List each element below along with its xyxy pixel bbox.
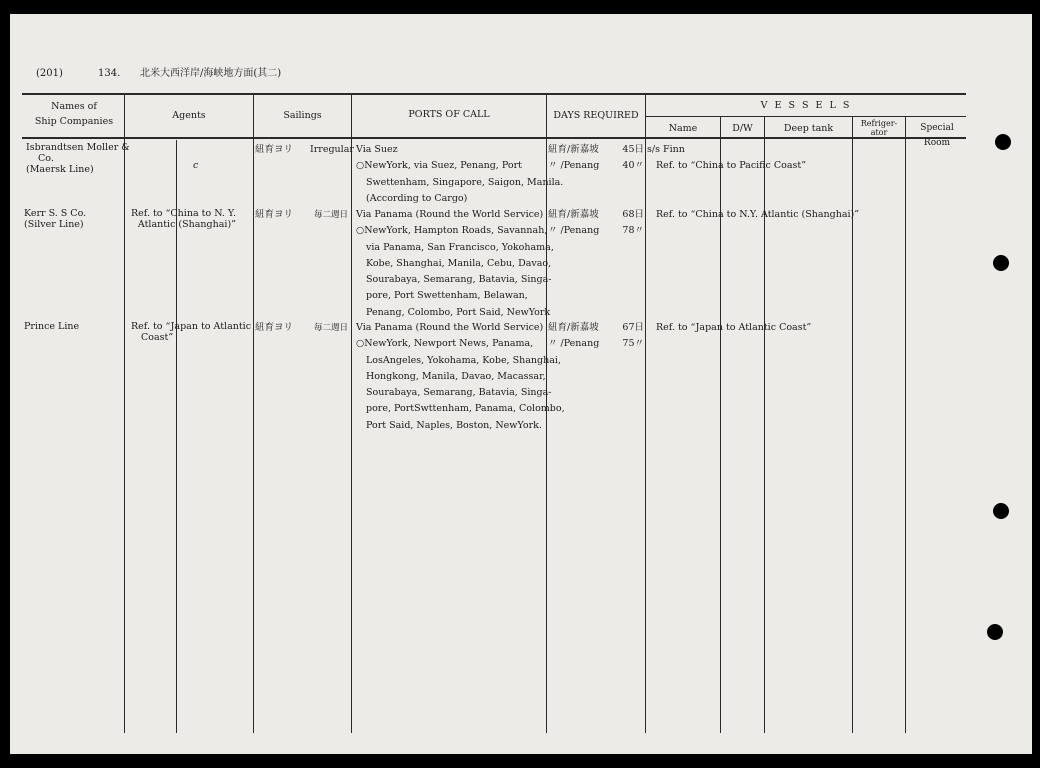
header-refrigerator: Refriger- ator — [860, 119, 898, 137]
agent-reference: Ref. to “Japan to Atlantic Coast” — [131, 321, 252, 343]
header-company: Names of Ship Companies — [34, 101, 114, 127]
binder-hole-2 — [993, 255, 1009, 271]
sailing-frequency: 毎二週日 — [314, 210, 349, 220]
sailing-frequency: Irregular — [310, 144, 354, 155]
vessel-name: s/s Finn — [647, 144, 685, 155]
company-name: Prince Line — [24, 321, 80, 332]
header-vessels: V E S S E L S — [760, 100, 852, 111]
vessel-reference: Ref. to “Japan to Atlantic Coast” — [656, 322, 812, 333]
sailing-origin: 紐育ヨリ — [255, 322, 294, 333]
header-sailings: Sailings — [283, 110, 322, 121]
agent-mark: c — [193, 160, 199, 171]
vessel-reference: Ref. to “China to Pacific Coast” — [656, 160, 807, 171]
days-routes: 紐育/新嘉坡 〃 /Penang — [548, 322, 600, 350]
company-name: Kerr S. S Co. (Silver Line) — [24, 208, 87, 230]
binder-hole-3 — [993, 503, 1009, 519]
header-special-room: Special Room — [920, 123, 954, 148]
header-ports-of-call: PORTS OF CALL — [408, 109, 490, 120]
header-days-required: DAYS REQUIRED — [553, 110, 639, 121]
ports-of-call: Via Panama (Round the World Service) ○NewYork, Hampton Roads, Savannah, via Panama, San Francisco, Yokohama, Kobe, Shanghai, Manila, Cebu, Davao, Sourabaya, Semarang, Batavia, Singa- pore, Port Swettenham, Belawan, Penang, Colombo, Port Said, NewYork — [356, 209, 554, 318]
binder-hole-4 — [987, 624, 1003, 640]
header-dw: D/W — [732, 123, 753, 134]
sailing-origin: 紐育ヨリ — [255, 209, 294, 220]
days-values: 68日 78〃 — [622, 209, 644, 237]
company-name: Isbrandtsen Moller & Co. (Maersk Line) — [26, 142, 130, 175]
ports-of-call: Via Suez ○NewYork, via Suez, Penang, Port Swettenham, Singapore, Saigon, Manila. (According to Cargo) — [356, 144, 564, 204]
ports-of-call: Via Panama (Round the World Service) ○NewYork, Newport News, Panama, LosAngeles, Yokohama, Kobe, Shanghai, Hongkong, Manila, Davao, Macassar, Sourabaya, Semarang, Batavia, Singa- pore, PortSwttenham, Panama, Colombo, Port Said, Naples, Boston, NewYork. — [356, 322, 565, 431]
header-agents: Agents — [172, 110, 206, 121]
section-number: 134. — [98, 68, 121, 79]
agent-reference: Ref. to “China to N. Y. Atlantic (Shanghai)” — [131, 208, 237, 230]
sailing-origin: 紐育ヨリ — [255, 144, 294, 155]
header-deep-tank: Deep tank — [783, 123, 834, 134]
header-vessel-name: Name — [668, 123, 698, 134]
days-values: 45日 40〃 — [622, 144, 644, 172]
vessel-reference: Ref. to “China to N.Y. Atlantic (Shanghai)” — [656, 209, 860, 220]
sailing-frequency: 毎二週日 — [314, 323, 349, 333]
page-number: (201) — [36, 68, 63, 79]
section-title: 北米大西洋岸/海峡地方面(其二) — [140, 68, 282, 79]
binder-hole-1 — [995, 134, 1011, 150]
days-routes: 紐育/新嘉坡 〃 /Penang — [548, 144, 600, 172]
days-values: 67日 75〃 — [622, 322, 644, 350]
days-routes: 紐育/新嘉坡 〃 /Penang — [548, 209, 600, 237]
